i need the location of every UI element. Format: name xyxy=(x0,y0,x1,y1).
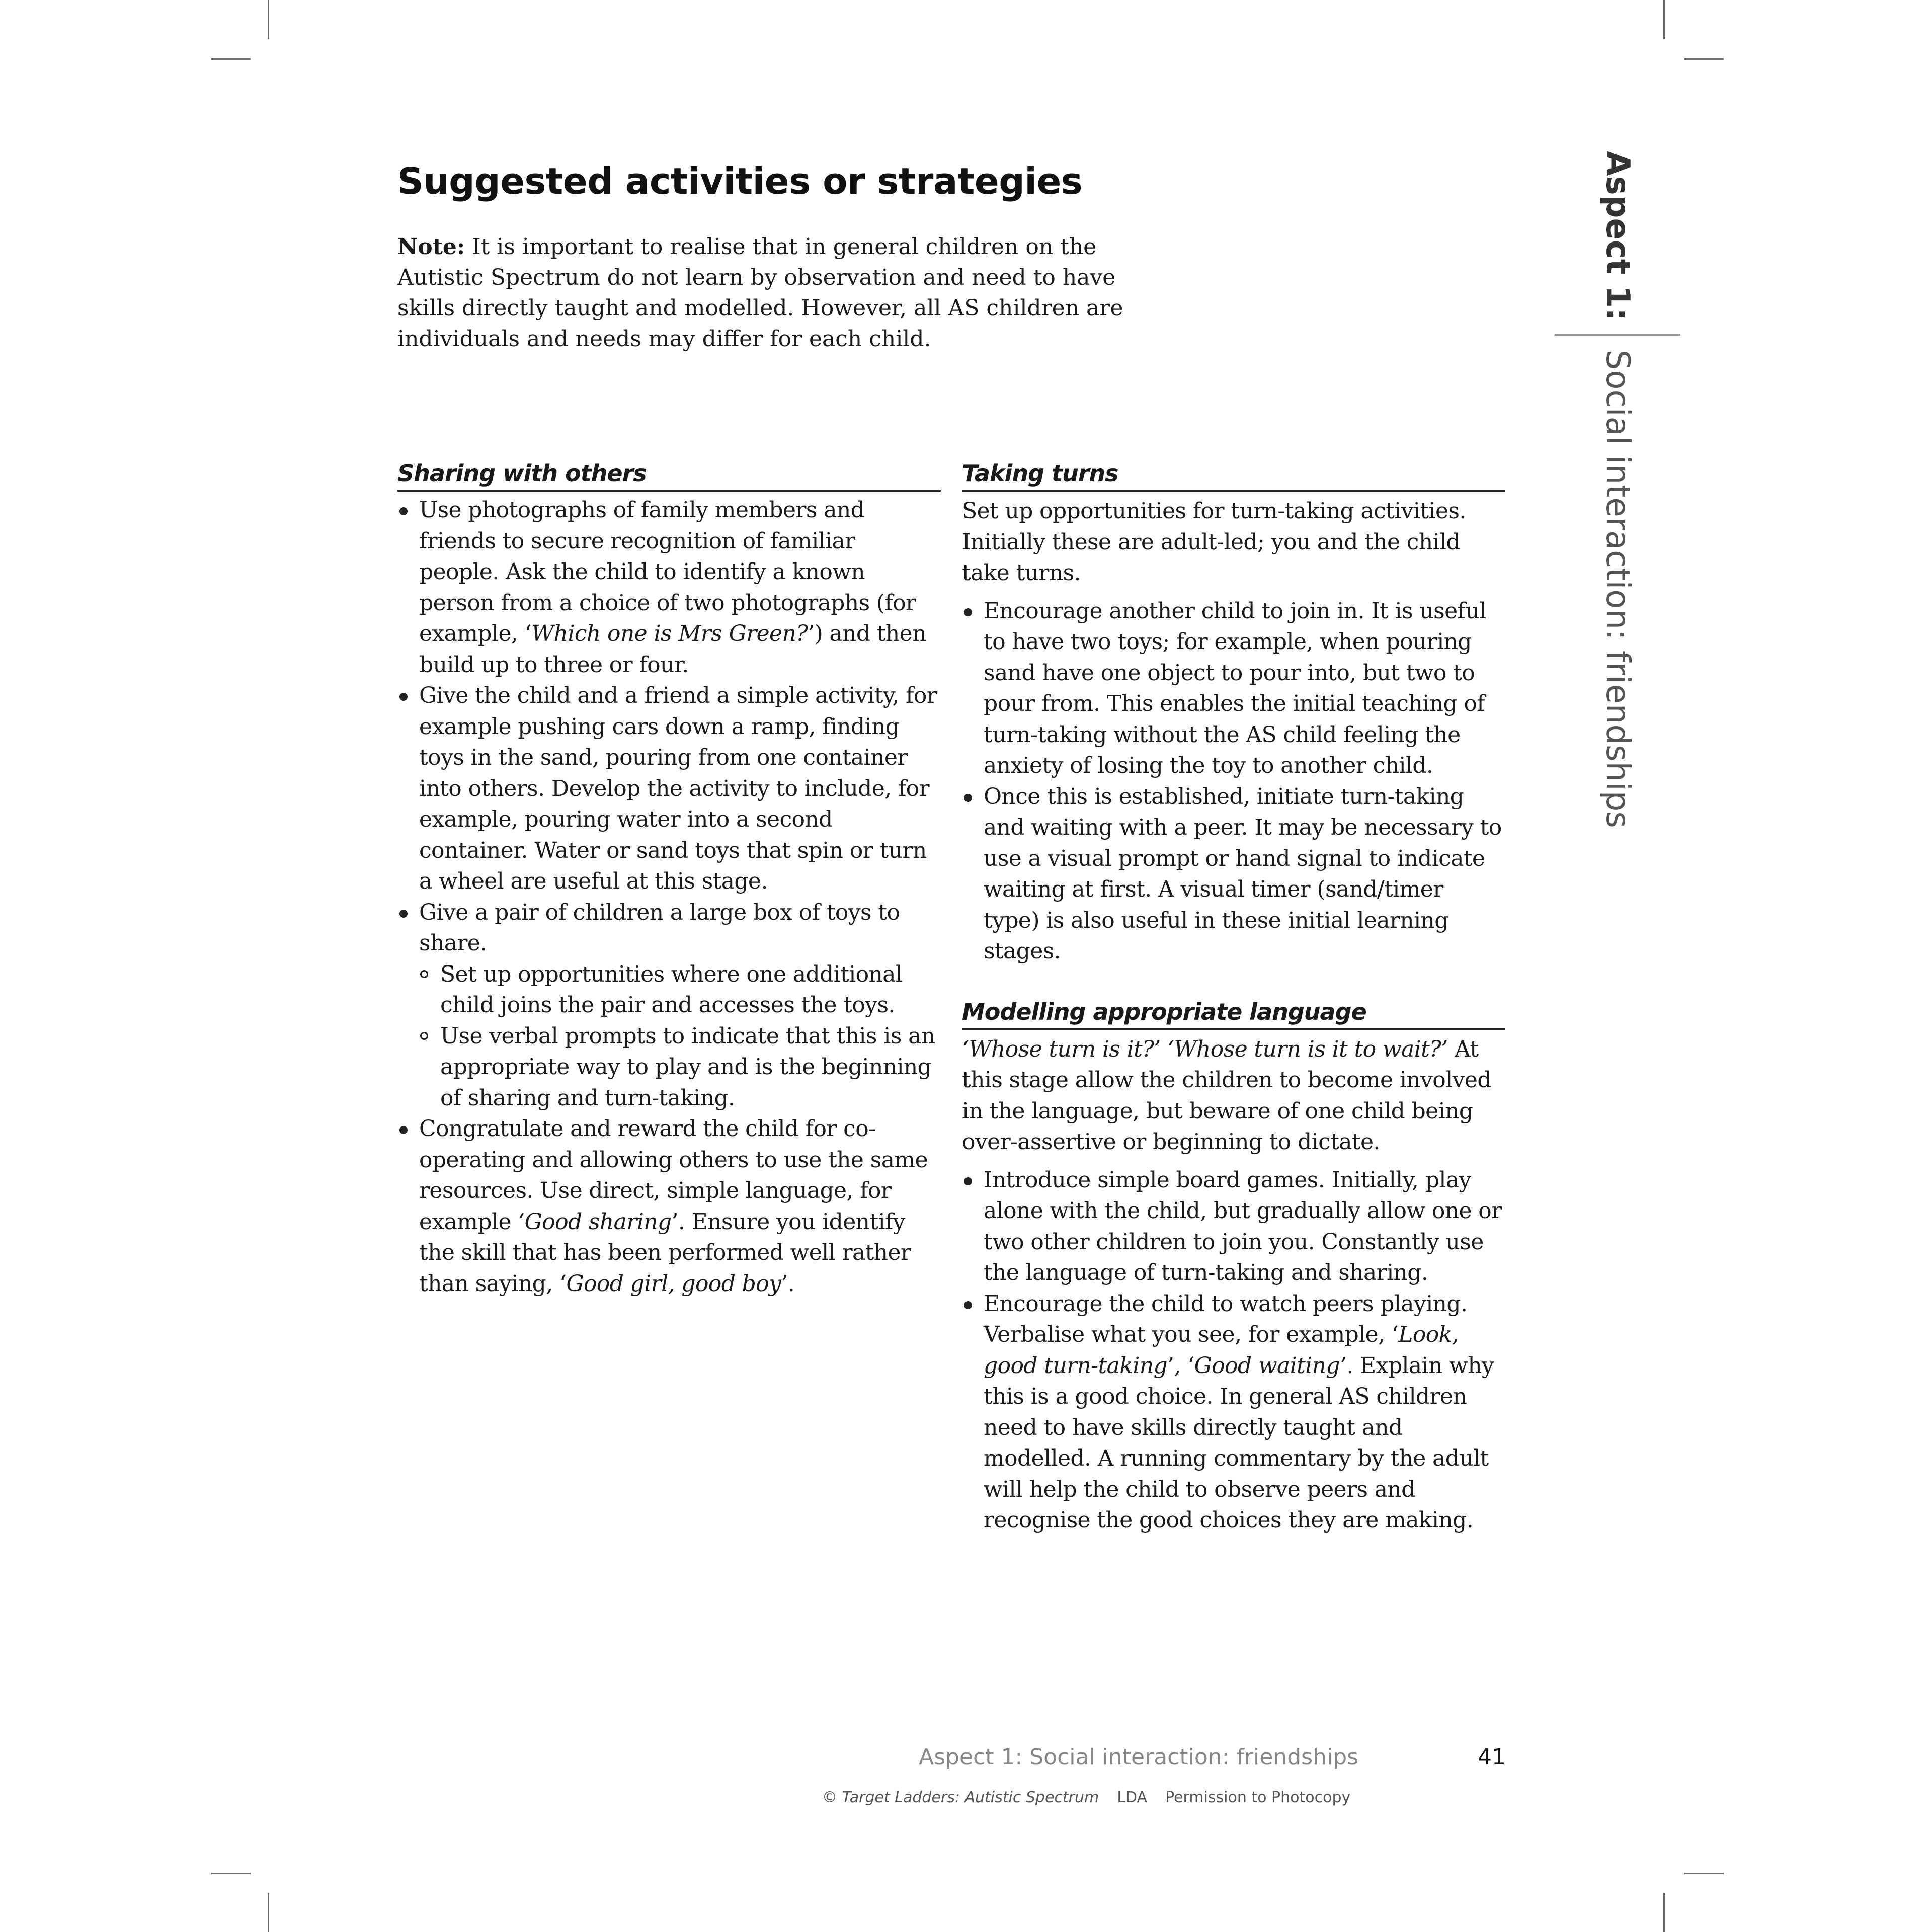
page-title: Suggested activities or strategies xyxy=(397,160,1083,202)
crop-mark xyxy=(1684,58,1724,60)
text-run: Give the child and a friend a simple activity, for example pushing cars down a ramp, finding toys in the sand, pouring from one container into others. Develop the activity to include, for example, pouring water into a second container. Water or sand toys that spin or turn a wheel are useful at this stage. xyxy=(419,683,937,894)
text-run: Congratulate and reward the child for co-operating and allowing others to use the same resources. Use direct, simple language, for example ‘ xyxy=(419,1116,928,1235)
text-run: Good waiting xyxy=(1194,1352,1340,1379)
list-item xyxy=(962,1289,1505,1536)
permission-text: Permission to Photocopy xyxy=(1165,1789,1351,1806)
page-number: 41 xyxy=(1478,1744,1506,1770)
sub-list xyxy=(419,959,941,1114)
text-run: Give a pair of children a large box of toys to share. xyxy=(419,899,900,956)
list-item xyxy=(397,1113,941,1299)
sub-list-item: Set up opportunities where one additional child joins the pair and accesses the toys. xyxy=(419,959,941,1021)
crop-mark xyxy=(268,0,269,39)
text-run: Good sharing xyxy=(524,1209,672,1235)
left-column xyxy=(397,458,941,1299)
book-title: Target Ladders: Autistic Spectrum xyxy=(842,1789,1099,1806)
text-run: Good girl, good boy xyxy=(566,1270,781,1297)
sub-list-item: Use verbal prompts to indicate that this is an appropriate way to play and is the beginning of sharing and turn-taking. xyxy=(419,1021,941,1114)
modelling-intro xyxy=(962,1034,1505,1158)
side-tab-aspect: Aspect 1: xyxy=(1599,151,1636,321)
crop-mark xyxy=(1663,1893,1665,1932)
text-run: ’. xyxy=(781,1270,795,1297)
text-run: Look, good turn-taking xyxy=(984,1322,1459,1379)
note-label: Note: xyxy=(397,234,465,260)
crop-mark xyxy=(1684,1873,1724,1874)
taking-turns-intro: Set up opportunities for turn-taking activities. Initially these are adult-led; you and the child take turns. xyxy=(962,498,1466,586)
publisher: LDA xyxy=(1117,1789,1148,1806)
list-item xyxy=(397,680,941,897)
text-run: ’, ‘ xyxy=(1167,1352,1194,1379)
list-item xyxy=(397,495,941,680)
crop-mark xyxy=(211,58,251,60)
crop-mark xyxy=(1663,0,1665,39)
section-heading-sharing: Sharing with others xyxy=(397,458,941,492)
text-run: ‘Whose turn is it?’ ‘Whose turn is it to wait?’ xyxy=(962,1036,1448,1062)
text-run: Encourage the child to watch peers playing. Verbalise what you see, for example, ‘ xyxy=(984,1291,1468,1347)
list-item: Introduce simple board games. Initially, play alone with the child, but gradually allow one or two other children to join you. Constantly use the language of turn-taking and sharing. xyxy=(962,1165,1505,1289)
text-run: ’) and then build up to three or four. xyxy=(419,621,926,678)
copyright-symbol: © xyxy=(822,1789,842,1806)
list-item: Encourage another child to join in. It is useful to have two toys; for example, when pouring sand have one object to pour into, but two to pour from. This enables the initial teaching of turn-taking without the AS child feeling the anxiety of losing the toy to another child. xyxy=(962,596,1505,781)
note-paragraph xyxy=(397,231,1127,354)
modelling-list xyxy=(962,1165,1505,1536)
text-run: ’. Ensure you identify the skill that has been performed well rather than saying, ‘ xyxy=(419,1209,911,1297)
side-tab-divider xyxy=(1555,334,1680,336)
crop-mark xyxy=(211,1873,251,1874)
footer-copyright xyxy=(822,1789,1350,1806)
right-column xyxy=(962,458,1505,1536)
list-item xyxy=(397,897,941,1114)
footer-running-title: Aspect 1: Social interaction: friendships xyxy=(919,1744,1359,1770)
side-tab xyxy=(1555,151,1680,828)
sharing-list xyxy=(397,495,941,1299)
note-text: It is important to realise that in general children on the Autistic Spectrum do not learn by observation and need to have skills directly taught and modelled. However, all AS children are individuals and needs may differ for each child. xyxy=(397,234,1123,352)
text-run: Which one is Mrs Green? xyxy=(531,621,808,647)
text-run: ’. Explain why this is a good choice. In general AS children need to have skills directly taught and modelled. A running commentary by the adult will help the child to observe peers and recognise the good choices they are making. xyxy=(984,1352,1494,1533)
text-run: Use photographs of family members and friends to secure recognition of familiar people. Ask the child to identify a known person from a choice of two photographs (for example, ‘ xyxy=(419,497,916,647)
section-heading-taking-turns: Taking turns xyxy=(962,458,1505,492)
crop-mark xyxy=(268,1893,269,1932)
text-run: At this stage allow the children to become involved in the language, but beware of one child being over-assertive or beginning to dictate. xyxy=(962,1036,1491,1155)
list-item: Once this is established, initiate turn-taking and waiting with a peer. It may be necessary to use a visual prompt or hand signal to indicate waiting at first. A visual timer (sand/timer type) is also useful in these initial learning stages. xyxy=(962,781,1505,967)
taking-turns-list xyxy=(962,596,1505,967)
side-tab-topic: Social interaction: friendships xyxy=(1599,349,1636,828)
section-heading-modelling-language: Modelling appropriate language xyxy=(962,996,1505,1030)
